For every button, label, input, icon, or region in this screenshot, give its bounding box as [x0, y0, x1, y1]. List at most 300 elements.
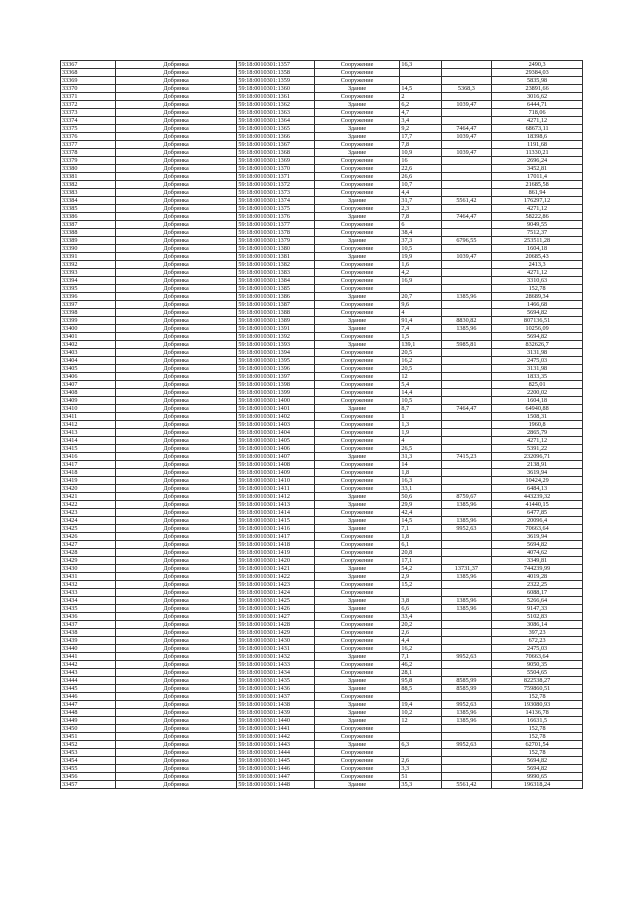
cadastral-value-cell: 4271,12: [492, 117, 583, 125]
cadastral-value-cell: 2696,24: [492, 157, 583, 165]
object-type-cell: Сооружение: [314, 205, 400, 213]
table-row: [61, 477, 583, 485]
cadastral-value-cell: 4074,62: [492, 549, 583, 557]
table-body: [61, 61, 583, 789]
area-cell: 17,1: [400, 557, 441, 565]
unit-value-cell: [441, 261, 492, 269]
table-row: [61, 645, 583, 653]
area-cell: 37,3: [400, 237, 441, 245]
locality-cell: Добрянка: [115, 485, 237, 493]
locality-cell: Добрянка: [115, 245, 237, 253]
locality-cell: Добрянка: [115, 381, 237, 389]
row-number-cell: 33433: [61, 589, 116, 597]
row-number-cell: 33400: [61, 325, 116, 333]
area-cell: 2,6: [400, 629, 441, 637]
unit-value-cell: [441, 389, 492, 397]
locality-cell: Добрянка: [115, 717, 237, 725]
unit-value-cell: 1385,96: [441, 717, 492, 725]
area-cell: 46,2: [400, 661, 441, 669]
locality-cell: Добрянка: [115, 357, 237, 365]
row-number-cell: 33419: [61, 477, 116, 485]
area-cell: 4: [400, 309, 441, 317]
cadastral-number-cell: 59:18:0010301:1361: [237, 93, 314, 101]
cadastral-value-cell: 23891,66: [492, 85, 583, 93]
cadastral-value-cell: 5102,83: [492, 613, 583, 621]
row-number-cell: 33421: [61, 493, 116, 501]
area-cell: 16,3: [400, 61, 441, 69]
cadastral-value-cell: 3619,94: [492, 469, 583, 477]
cadastral-number-cell: 59:18:0010301:1437: [237, 693, 314, 701]
unit-value-cell: [441, 381, 492, 389]
row-number-cell: 33438: [61, 629, 116, 637]
object-type-cell: Здание: [314, 501, 400, 509]
table-row: [61, 533, 583, 541]
area-cell: 3,3: [400, 765, 441, 773]
area-cell: 2,9: [400, 573, 441, 581]
unit-value-cell: [441, 437, 492, 445]
cadastral-value-cell: 2200,02: [492, 389, 583, 397]
cadastral-number-cell: 59:18:0010301:1415: [237, 517, 314, 525]
cadastral-value-cell: 152,78: [492, 749, 583, 757]
cadastral-value-cell: 5266,64: [492, 597, 583, 605]
table-row: [61, 293, 583, 301]
cadastral-value-cell: 10256,09: [492, 325, 583, 333]
area-cell: 28,1: [400, 669, 441, 677]
row-number-cell: 33423: [61, 509, 116, 517]
cadastral-number-cell: 59:18:0010301:1375: [237, 205, 314, 213]
unit-value-cell: 5561,42: [441, 197, 492, 205]
object-type-cell: Здание: [314, 213, 400, 221]
cadastral-value-cell: 193080,93: [492, 701, 583, 709]
row-number-cell: 33450: [61, 725, 116, 733]
row-number-cell: 33443: [61, 669, 116, 677]
cadastral-number-cell: 59:18:0010301:1357: [237, 61, 314, 69]
object-type-cell: Сооружение: [314, 757, 400, 765]
area-cell: 6,1: [400, 541, 441, 549]
cadastral-number-cell: 59:18:0010301:1365: [237, 125, 314, 133]
area-cell: 14,5: [400, 517, 441, 525]
table-row: [61, 205, 583, 213]
object-type-cell: Сооружение: [314, 61, 400, 69]
cadastral-value-cell: 4271,12: [492, 437, 583, 445]
table-row: [61, 453, 583, 461]
object-type-cell: Сооружение: [314, 733, 400, 741]
unit-value-cell: [441, 733, 492, 741]
object-type-cell: Сооружение: [314, 333, 400, 341]
locality-cell: Добрянка: [115, 677, 237, 685]
row-number-cell: 33396: [61, 293, 116, 301]
unit-value-cell: [441, 61, 492, 69]
locality-cell: Добрянка: [115, 325, 237, 333]
cadastral-value-cell: 1960,8: [492, 421, 583, 429]
row-number-cell: 33413: [61, 429, 116, 437]
cadastral-number-cell: 59:18:0010301:1416: [237, 525, 314, 533]
unit-value-cell: [441, 165, 492, 173]
unit-value-cell: [441, 93, 492, 101]
area-cell: 54,2: [400, 565, 441, 573]
locality-cell: Добрянка: [115, 141, 237, 149]
locality-cell: Добрянка: [115, 85, 237, 93]
unit-value-cell: [441, 181, 492, 189]
unit-value-cell: 9952,63: [441, 525, 492, 533]
object-type-cell: Здание: [314, 605, 400, 613]
cadastral-number-cell: 59:18:0010301:1400: [237, 397, 314, 405]
table-row: [61, 117, 583, 125]
object-type-cell: Сооружение: [314, 77, 400, 85]
cadastral-value-cell: 41440,15: [492, 501, 583, 509]
object-type-cell: Здание: [314, 453, 400, 461]
row-number-cell: 33435: [61, 605, 116, 613]
object-type-cell: Сооружение: [314, 285, 400, 293]
unit-value-cell: [441, 637, 492, 645]
unit-value-cell: 7464,47: [441, 213, 492, 221]
cadastral-number-cell: 59:18:0010301:1401: [237, 405, 314, 413]
row-number-cell: 33452: [61, 741, 116, 749]
table-row: [61, 365, 583, 373]
row-number-cell: 33420: [61, 485, 116, 493]
table-row: [61, 733, 583, 741]
cadastral-number-cell: 59:18:0010301:1381: [237, 253, 314, 261]
unit-value-cell: 5561,42: [441, 781, 492, 789]
cadastral-value-cell: 744239,99: [492, 565, 583, 573]
unit-value-cell: 1385,96: [441, 501, 492, 509]
cadastral-number-cell: 59:18:0010301:1429: [237, 629, 314, 637]
cadastral-number-cell: 59:18:0010301:1414: [237, 509, 314, 517]
object-type-cell: Здание: [314, 709, 400, 717]
object-type-cell: Сооружение: [314, 621, 400, 629]
cadastral-number-cell: 59:18:0010301:1370: [237, 165, 314, 173]
row-number-cell: 33386: [61, 213, 116, 221]
cadastral-number-cell: 59:18:0010301:1379: [237, 237, 314, 245]
table-row: [61, 525, 583, 533]
area-cell: 14,5: [400, 85, 441, 93]
table-row: [61, 157, 583, 165]
unit-value-cell: [441, 277, 492, 285]
cadastral-number-cell: 59:18:0010301:1436: [237, 685, 314, 693]
area-cell: 95,8: [400, 677, 441, 685]
object-type-cell: Сооружение: [314, 725, 400, 733]
unit-value-cell: 9952,63: [441, 741, 492, 749]
cadastral-value-cell: 21685,58: [492, 181, 583, 189]
locality-cell: Добрянка: [115, 365, 237, 373]
table-row: [61, 357, 583, 365]
unit-value-cell: 9952,63: [441, 701, 492, 709]
row-number-cell: 33424: [61, 517, 116, 525]
locality-cell: Добрянка: [115, 101, 237, 109]
locality-cell: Добрянка: [115, 189, 237, 197]
locality-cell: Добрянка: [115, 341, 237, 349]
cadastral-number-cell: 59:18:0010301:1393: [237, 341, 314, 349]
cadastral-number-cell: 59:18:0010301:1412: [237, 493, 314, 501]
area-cell: 16,2: [400, 645, 441, 653]
locality-cell: Добрянка: [115, 405, 237, 413]
table-row: [61, 605, 583, 613]
unit-value-cell: [441, 613, 492, 621]
cadastral-value-cell: 7512,37: [492, 229, 583, 237]
row-number-cell: 33392: [61, 261, 116, 269]
table-row: [61, 565, 583, 573]
area-cell: 31,7: [400, 197, 441, 205]
area-cell: [400, 589, 441, 597]
table-row: [61, 61, 583, 69]
area-cell: 26,6: [400, 173, 441, 181]
locality-cell: Добрянка: [115, 693, 237, 701]
table-row: [61, 693, 583, 701]
table-row: [61, 277, 583, 285]
cadastral-value-cell: 1604,18: [492, 245, 583, 253]
row-number-cell: 33432: [61, 581, 116, 589]
cadastral-value-cell: 5694,82: [492, 541, 583, 549]
table-row: [61, 373, 583, 381]
row-number-cell: 33454: [61, 757, 116, 765]
locality-cell: Добрянка: [115, 645, 237, 653]
locality-cell: Добрянка: [115, 709, 237, 717]
area-cell: 7,8: [400, 141, 441, 149]
cadastral-value-cell: 2322,25: [492, 581, 583, 589]
locality-cell: Добрянка: [115, 501, 237, 509]
locality-cell: Добрянка: [115, 165, 237, 173]
area-cell: 20,5: [400, 349, 441, 357]
cadastral-number-cell: 59:18:0010301:1435: [237, 677, 314, 685]
cadastral-number-cell: 59:18:0010301:1422: [237, 573, 314, 581]
cadastral-number-cell: 59:18:0010301:1407: [237, 453, 314, 461]
cadastral-value-cell: 807136,51: [492, 317, 583, 325]
row-number-cell: 33409: [61, 397, 116, 405]
table-row: [61, 341, 583, 349]
object-type-cell: Сооружение: [314, 173, 400, 181]
object-type-cell: Здание: [314, 317, 400, 325]
row-number-cell: 33439: [61, 637, 116, 645]
cadastral-value-cell: 3086,14: [492, 621, 583, 629]
row-number-cell: 33399: [61, 317, 116, 325]
object-type-cell: Сооружение: [314, 485, 400, 493]
cadastral-number-cell: 59:18:0010301:1413: [237, 501, 314, 509]
cadastral-value-cell: 759860,51: [492, 685, 583, 693]
table-row: [61, 317, 583, 325]
object-type-cell: Здание: [314, 685, 400, 693]
unit-value-cell: [441, 429, 492, 437]
cadastral-value-cell: 3452,81: [492, 165, 583, 173]
cadastral-number-cell: 59:18:0010301:1421: [237, 565, 314, 573]
locality-cell: Добрянка: [115, 557, 237, 565]
object-type-cell: Сооружение: [314, 581, 400, 589]
area-cell: 6,3: [400, 741, 441, 749]
locality-cell: Добрянка: [115, 213, 237, 221]
unit-value-cell: 5985,81: [441, 341, 492, 349]
locality-cell: Добрянка: [115, 181, 237, 189]
unit-value-cell: 1039,47: [441, 149, 492, 157]
cadastral-value-cell: 3131,98: [492, 349, 583, 357]
table-row: [61, 445, 583, 453]
object-type-cell: Сооружение: [314, 221, 400, 229]
cadastral-value-cell: 16631,5: [492, 717, 583, 725]
cadastral-number-cell: 59:18:0010301:1398: [237, 381, 314, 389]
locality-cell: Добрянка: [115, 525, 237, 533]
locality-cell: Добрянка: [115, 421, 237, 429]
area-cell: 10,2: [400, 709, 441, 717]
locality-cell: Добрянка: [115, 629, 237, 637]
row-number-cell: 33414: [61, 437, 116, 445]
cadastral-value-cell: 2490,3: [492, 61, 583, 69]
cadastral-number-cell: 59:18:0010301:1360: [237, 85, 314, 93]
cadastral-value-cell: 232096,71: [492, 453, 583, 461]
area-cell: 1: [400, 413, 441, 421]
cadastral-value-cell: 6477,85: [492, 509, 583, 517]
object-type-cell: Сооружение: [314, 749, 400, 757]
locality-cell: Добрянка: [115, 349, 237, 357]
object-type-cell: Сооружение: [314, 277, 400, 285]
cadastral-number-cell: 59:18:0010301:1359: [237, 77, 314, 85]
row-number-cell: 33430: [61, 565, 116, 573]
unit-value-cell: 8830,82: [441, 317, 492, 325]
table-row: [61, 597, 583, 605]
table-row: [61, 349, 583, 357]
object-type-cell: Сооружение: [314, 269, 400, 277]
cadastral-value-cell: 5504,65: [492, 669, 583, 677]
cadastral-number-cell: 59:18:0010301:1424: [237, 589, 314, 597]
unit-value-cell: [441, 621, 492, 629]
row-number-cell: 33391: [61, 253, 116, 261]
cadastral-number-cell: 59:18:0010301:1395: [237, 357, 314, 365]
table-row: [61, 469, 583, 477]
area-cell: 1,5: [400, 333, 441, 341]
cadastral-value-cell: 3016,62: [492, 93, 583, 101]
cadastral-number-cell: 59:18:0010301:1439: [237, 709, 314, 717]
locality-cell: Добрянка: [115, 741, 237, 749]
locality-cell: Добрянка: [115, 77, 237, 85]
object-type-cell: Сооружение: [314, 589, 400, 597]
table-row: [61, 509, 583, 517]
unit-value-cell: [441, 229, 492, 237]
table-row: [61, 773, 583, 781]
area-cell: 1,6: [400, 261, 441, 269]
locality-cell: Добрянка: [115, 157, 237, 165]
table-row: [61, 461, 583, 469]
cadastral-value-cell: 5391,22: [492, 445, 583, 453]
object-type-cell: Здание: [314, 573, 400, 581]
cadastral-value-cell: 196318,24: [492, 781, 583, 789]
locality-cell: Добрянка: [115, 781, 237, 789]
cadastral-number-cell: 59:18:0010301:1364: [237, 117, 314, 125]
unit-value-cell: [441, 357, 492, 365]
row-number-cell: 33427: [61, 541, 116, 549]
object-type-cell: Здание: [314, 101, 400, 109]
area-cell: 33,4: [400, 613, 441, 621]
table-row: [61, 677, 583, 685]
object-type-cell: Сооружение: [314, 693, 400, 701]
cadastral-number-cell: 59:18:0010301:1402: [237, 413, 314, 421]
unit-value-cell: [441, 373, 492, 381]
row-number-cell: 33377: [61, 141, 116, 149]
locality-cell: Добрянка: [115, 461, 237, 469]
object-type-cell: Сооружение: [314, 557, 400, 565]
cadastral-number-cell: 59:18:0010301:1420: [237, 557, 314, 565]
cadastral-number-cell: 59:18:0010301:1443: [237, 741, 314, 749]
cadastral-number-cell: 59:18:0010301:1406: [237, 445, 314, 453]
locality-cell: Добрянка: [115, 229, 237, 237]
object-type-cell: Здание: [314, 293, 400, 301]
object-type-cell: Сооружение: [314, 765, 400, 773]
unit-value-cell: 5368,3: [441, 85, 492, 93]
row-number-cell: 33387: [61, 221, 116, 229]
table-row: [61, 781, 583, 789]
cadastral-value-cell: 6088,17: [492, 589, 583, 597]
locality-cell: Добрянка: [115, 69, 237, 77]
object-type-cell: Сооружение: [314, 309, 400, 317]
object-type-cell: Сооружение: [314, 109, 400, 117]
area-cell: 6,6: [400, 605, 441, 613]
cadastral-number-cell: 59:18:0010301:1442: [237, 733, 314, 741]
table-row: [61, 517, 583, 525]
unit-value-cell: 1385,96: [441, 709, 492, 717]
area-cell: [400, 693, 441, 701]
locality-cell: Добрянка: [115, 437, 237, 445]
cadastral-number-cell: 59:18:0010301:1387: [237, 301, 314, 309]
cadastral-value-cell: 62701,54: [492, 741, 583, 749]
table-row: [61, 493, 583, 501]
table-row: [61, 229, 583, 237]
object-type-cell: Сооружение: [314, 461, 400, 469]
cadastral-number-cell: 59:18:0010301:1405: [237, 437, 314, 445]
cadastral-value-cell: 1191,68: [492, 141, 583, 149]
unit-value-cell: [441, 173, 492, 181]
row-number-cell: 33390: [61, 245, 116, 253]
row-number-cell: 33446: [61, 693, 116, 701]
cadastral-value-cell: 2475,03: [492, 645, 583, 653]
row-number-cell: 33371: [61, 93, 116, 101]
object-type-cell: Здание: [314, 525, 400, 533]
cadastral-number-cell: 59:18:0010301:1418: [237, 541, 314, 549]
row-number-cell: 33434: [61, 597, 116, 605]
cadastral-table: [60, 60, 583, 789]
unit-value-cell: [441, 477, 492, 485]
cadastral-number-cell: 59:18:0010301:1394: [237, 349, 314, 357]
locality-cell: Добрянка: [115, 589, 237, 597]
row-number-cell: 33441: [61, 653, 116, 661]
area-cell: 31,3: [400, 453, 441, 461]
unit-value-cell: [441, 549, 492, 557]
table-row: [61, 629, 583, 637]
area-cell: 35,3: [400, 781, 441, 789]
locality-cell: Добрянка: [115, 453, 237, 461]
cadastral-value-cell: 9050,35: [492, 661, 583, 669]
row-number-cell: 33397: [61, 301, 116, 309]
row-number-cell: 33395: [61, 285, 116, 293]
cadastral-number-cell: 59:18:0010301:1410: [237, 477, 314, 485]
locality-cell: Добрянка: [115, 573, 237, 581]
unit-value-cell: [441, 245, 492, 253]
cadastral-value-cell: 152,78: [492, 725, 583, 733]
locality-cell: Добрянка: [115, 309, 237, 317]
locality-cell: Добрянка: [115, 445, 237, 453]
cadastral-number-cell: 59:18:0010301:1427: [237, 613, 314, 621]
object-type-cell: Сооружение: [314, 93, 400, 101]
cadastral-value-cell: 832626,7: [492, 341, 583, 349]
area-cell: 4: [400, 437, 441, 445]
unit-value-cell: [441, 77, 492, 85]
object-type-cell: Сооружение: [314, 141, 400, 149]
row-number-cell: 33436: [61, 613, 116, 621]
unit-value-cell: [441, 509, 492, 517]
area-cell: 20,8: [400, 549, 441, 557]
row-number-cell: 33407: [61, 381, 116, 389]
unit-value-cell: [441, 285, 492, 293]
table-row: [61, 429, 583, 437]
object-type-cell: Сооружение: [314, 261, 400, 269]
area-cell: 42,4: [400, 509, 441, 517]
area-cell: 7,1: [400, 525, 441, 533]
cadastral-value-cell: 1604,18: [492, 397, 583, 405]
